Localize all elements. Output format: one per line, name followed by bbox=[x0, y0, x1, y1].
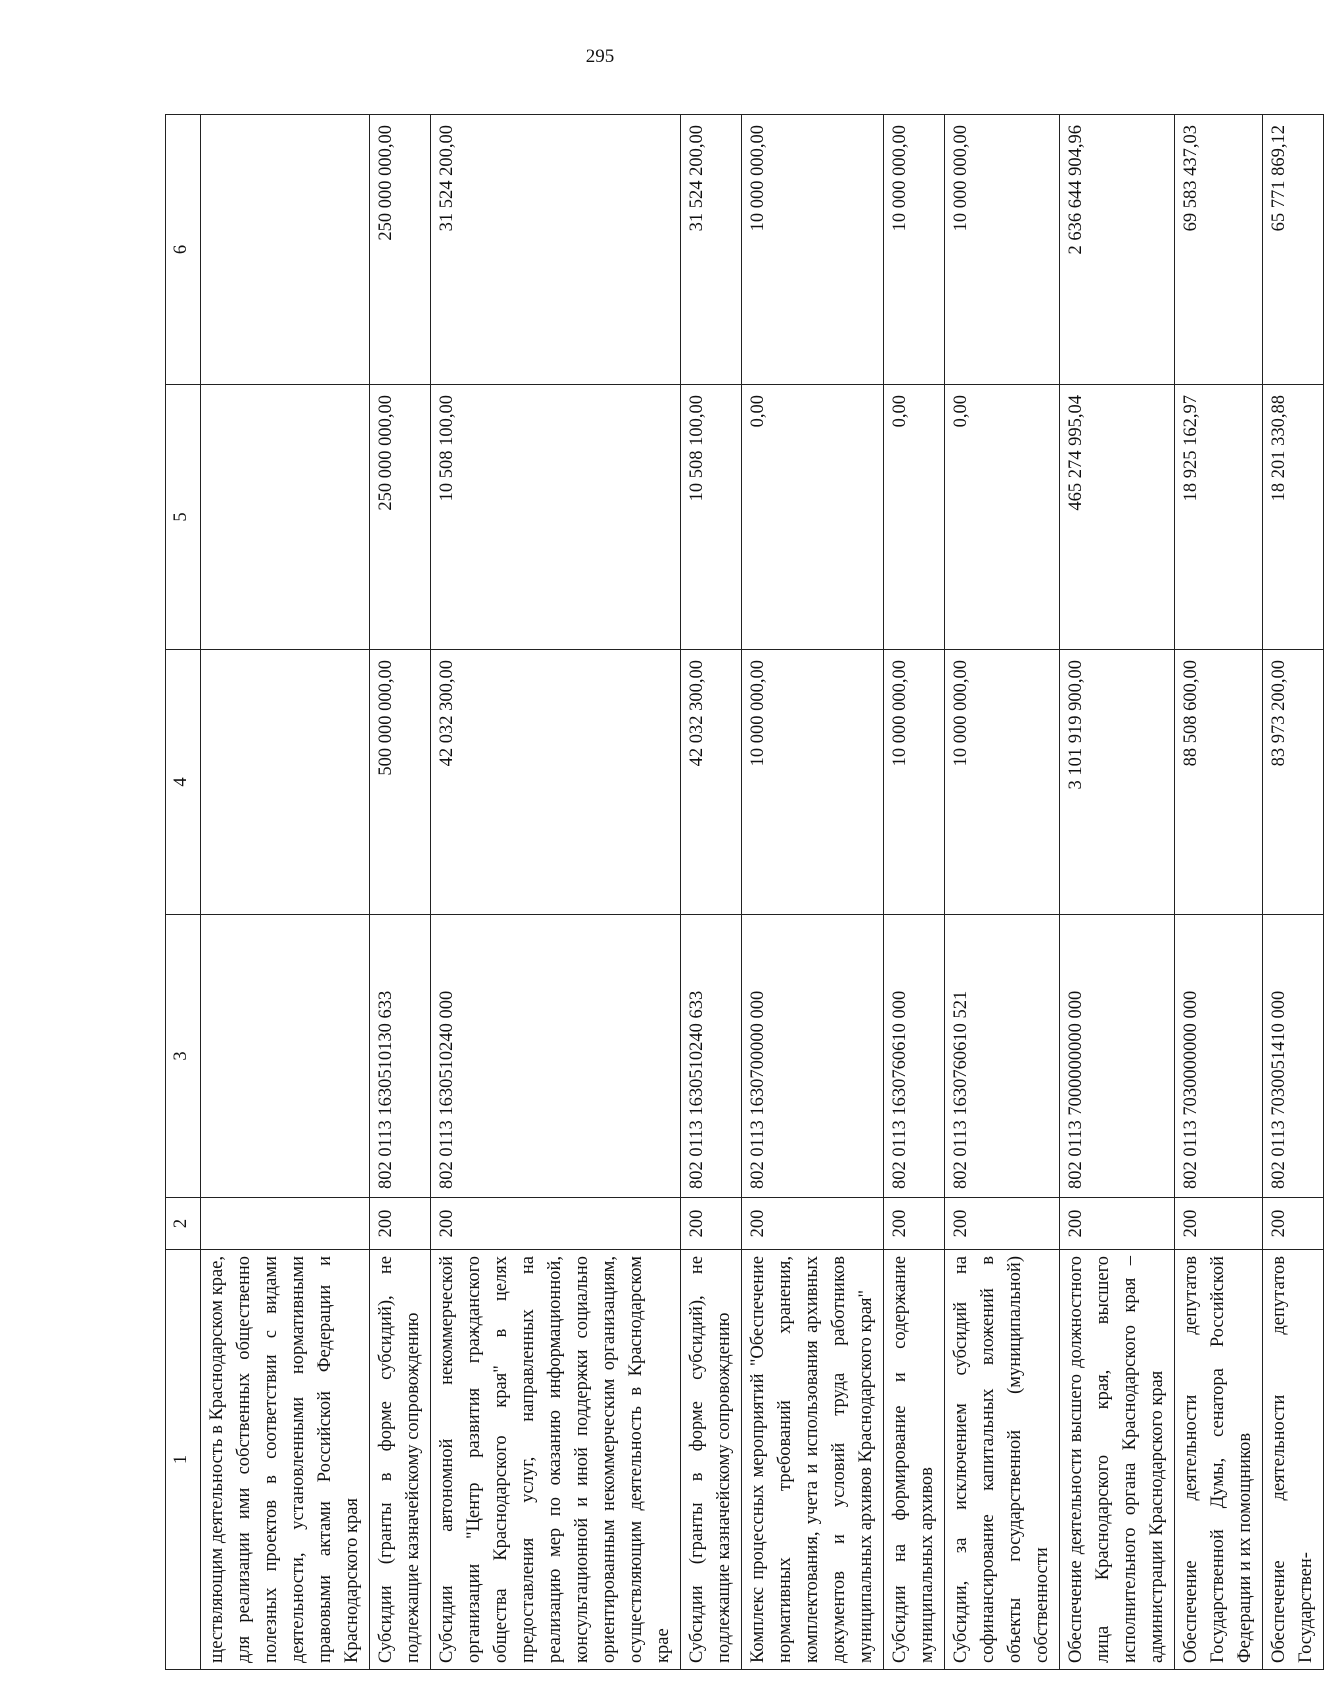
header-col-4: 4 bbox=[166, 650, 201, 915]
table-row bbox=[1263, 115, 1324, 1670]
row-amount-col5-cell: 18 925 162,97 bbox=[1175, 385, 1263, 650]
row-name-cell: Обеспечение деятельности высшего должностного лица Краснодарского края, высшего исполнительного органа Краснодарского края – администрации Краснодарского края bbox=[1060, 1250, 1175, 1670]
header-col-6: 6 bbox=[166, 115, 201, 385]
row-name-cell: Обеспечение деятельности депутатов Государствен- bbox=[1263, 1250, 1324, 1670]
row-code-cell: 802 0113 1630510240 633 bbox=[681, 915, 742, 1198]
row-amount-col5-cell bbox=[201, 385, 370, 650]
table-row bbox=[1060, 115, 1175, 1670]
row-amount-col5-cell: 0,00 bbox=[945, 385, 1060, 650]
row-code-cell: 802 0113 7030000000 000 bbox=[1175, 915, 1263, 1198]
row-amount-total-cell: 10 000 000,00 bbox=[742, 650, 884, 915]
row-amount-col6-cell: 31 524 200,00 bbox=[681, 115, 742, 385]
row-col2-cell: 200 bbox=[681, 1198, 742, 1250]
row-amount-col6-cell bbox=[201, 115, 370, 385]
row-col2-cell: 200 bbox=[1060, 1198, 1175, 1250]
row-code-cell: 802 0113 1630510240 000 bbox=[431, 915, 681, 1198]
row-col2-cell: 200 bbox=[1175, 1198, 1263, 1250]
row-amount-col6-cell: 65 771 869,12 bbox=[1263, 115, 1324, 385]
table-row bbox=[1175, 115, 1263, 1670]
table-row bbox=[370, 115, 431, 1670]
row-amount-col6-cell: 69 583 437,03 bbox=[1175, 115, 1263, 385]
header-col-3: 3 bbox=[166, 915, 201, 1198]
table-row bbox=[681, 115, 742, 1670]
row-amount-total-cell: 500 000 000,00 bbox=[370, 650, 431, 915]
row-code-cell: 802 0113 1630700000 000 bbox=[742, 915, 884, 1198]
row-name-cell: Субсидии автономной некоммерческой организации "Центр развития гражданского общества Краснодарского края" в целях предоставления услуг, направленных на реализацию мер по оказанию информационной, консультационной и иной поддержки социально ориентированным некоммерческим организациям, осуществляющим деятельность в Краснодарском крае bbox=[431, 1250, 681, 1670]
row-amount-col5-cell: 465 274 995,04 bbox=[1060, 385, 1175, 650]
row-name-cell: ществляющим деятельность в Краснодарском крае, для реализации ими собственных общественно полезных проектов в соответствии с видами деятельности, установленными нормативными правовыми актами Российской Федерации и Краснодарского края bbox=[201, 1250, 370, 1670]
table-body bbox=[201, 115, 1324, 1670]
row-amount-col6-cell: 31 524 200,00 bbox=[431, 115, 681, 385]
table-row bbox=[201, 115, 370, 1670]
row-name-cell: Субсидии, за исключением субсидий на софинансирование капитальных вложений в объекты государственной (муниципальной) собственности bbox=[945, 1250, 1060, 1670]
row-amount-total-cell bbox=[201, 650, 370, 915]
row-col2-cell: 200 bbox=[884, 1198, 945, 1250]
header-col-5: 5 bbox=[166, 385, 201, 650]
row-code-cell: 802 0113 7000000000 000 bbox=[1060, 915, 1175, 1198]
row-col2-cell: 200 bbox=[945, 1198, 1060, 1250]
budget-table bbox=[165, 114, 1324, 1670]
row-amount-col5-cell: 10 508 100,00 bbox=[681, 385, 742, 650]
row-amount-total-cell: 42 032 300,00 bbox=[681, 650, 742, 915]
row-amount-col6-cell: 10 000 000,00 bbox=[945, 115, 1060, 385]
row-col2-cell: 200 bbox=[431, 1198, 681, 1250]
row-amount-col6-cell: 250 000 000,00 bbox=[370, 115, 431, 385]
row-code-cell: 802 0113 1630760610 521 bbox=[945, 915, 1060, 1198]
table-row bbox=[431, 115, 681, 1670]
row-col2-cell bbox=[201, 1198, 370, 1250]
row-code-cell: 802 0113 1630510130 633 bbox=[370, 915, 431, 1198]
table-row bbox=[945, 115, 1060, 1670]
row-name-cell: Субсидии (гранты в форме субсидий), не подлежащие казначейскому сопровождению bbox=[681, 1250, 742, 1670]
row-amount-total-cell: 10 000 000,00 bbox=[945, 650, 1060, 915]
row-amount-col5-cell: 18 201 330,88 bbox=[1263, 385, 1324, 650]
row-amount-total-cell: 42 032 300,00 bbox=[431, 650, 681, 915]
row-col2-cell: 200 bbox=[1263, 1198, 1324, 1250]
row-code-cell: 802 0113 7030051410 000 bbox=[1263, 915, 1324, 1198]
row-name-cell: Комплекс процессных мероприятий "Обеспечение нормативных требований хранения, комплектования, учета и использования архивных документов и условий труда работников муниципальных архивов Краснодарского края" bbox=[742, 1250, 884, 1670]
row-amount-total-cell: 83 973 200,00 bbox=[1263, 650, 1324, 915]
header-col-1: 1 bbox=[166, 1250, 201, 1670]
page-number: 295 bbox=[585, 46, 615, 67]
row-amount-col5-cell: 250 000 000,00 bbox=[370, 385, 431, 650]
row-amount-col6-cell: 10 000 000,00 bbox=[884, 115, 945, 385]
row-name-cell: Субсидии (гранты в форме субсидий), не подлежащие казначейскому сопровождению bbox=[370, 1250, 431, 1670]
row-amount-total-cell: 3 101 919 900,00 bbox=[1060, 650, 1175, 915]
row-col2-cell: 200 bbox=[742, 1198, 884, 1250]
row-amount-col6-cell: 10 000 000,00 bbox=[742, 115, 884, 385]
row-col2-cell: 200 bbox=[370, 1198, 431, 1250]
row-amount-total-cell: 10 000 000,00 bbox=[884, 650, 945, 915]
row-amount-col5-cell: 10 508 100,00 bbox=[431, 385, 681, 650]
row-amount-col5-cell: 0,00 bbox=[742, 385, 884, 650]
table-row bbox=[742, 115, 884, 1670]
header-col-2: 2 bbox=[166, 1198, 201, 1250]
row-code-cell: 802 0113 1630760610 000 bbox=[884, 915, 945, 1198]
row-amount-col6-cell: 2 636 644 904,96 bbox=[1060, 115, 1175, 385]
row-amount-total-cell: 88 508 600,00 bbox=[1175, 650, 1263, 915]
row-name-cell: Субсидии на формирование и содержание муниципальных архивов bbox=[884, 1250, 945, 1670]
row-code-cell bbox=[201, 915, 370, 1198]
row-amount-col5-cell: 0,00 bbox=[884, 385, 945, 650]
table-row bbox=[884, 115, 945, 1670]
row-name-cell: Обеспечение деятельности депутатов Государственной Думы, сенатора Российской Федерации и их помощников bbox=[1175, 1250, 1263, 1670]
header-row bbox=[166, 115, 201, 1670]
rotated-table-container bbox=[165, 115, 1316, 1670]
